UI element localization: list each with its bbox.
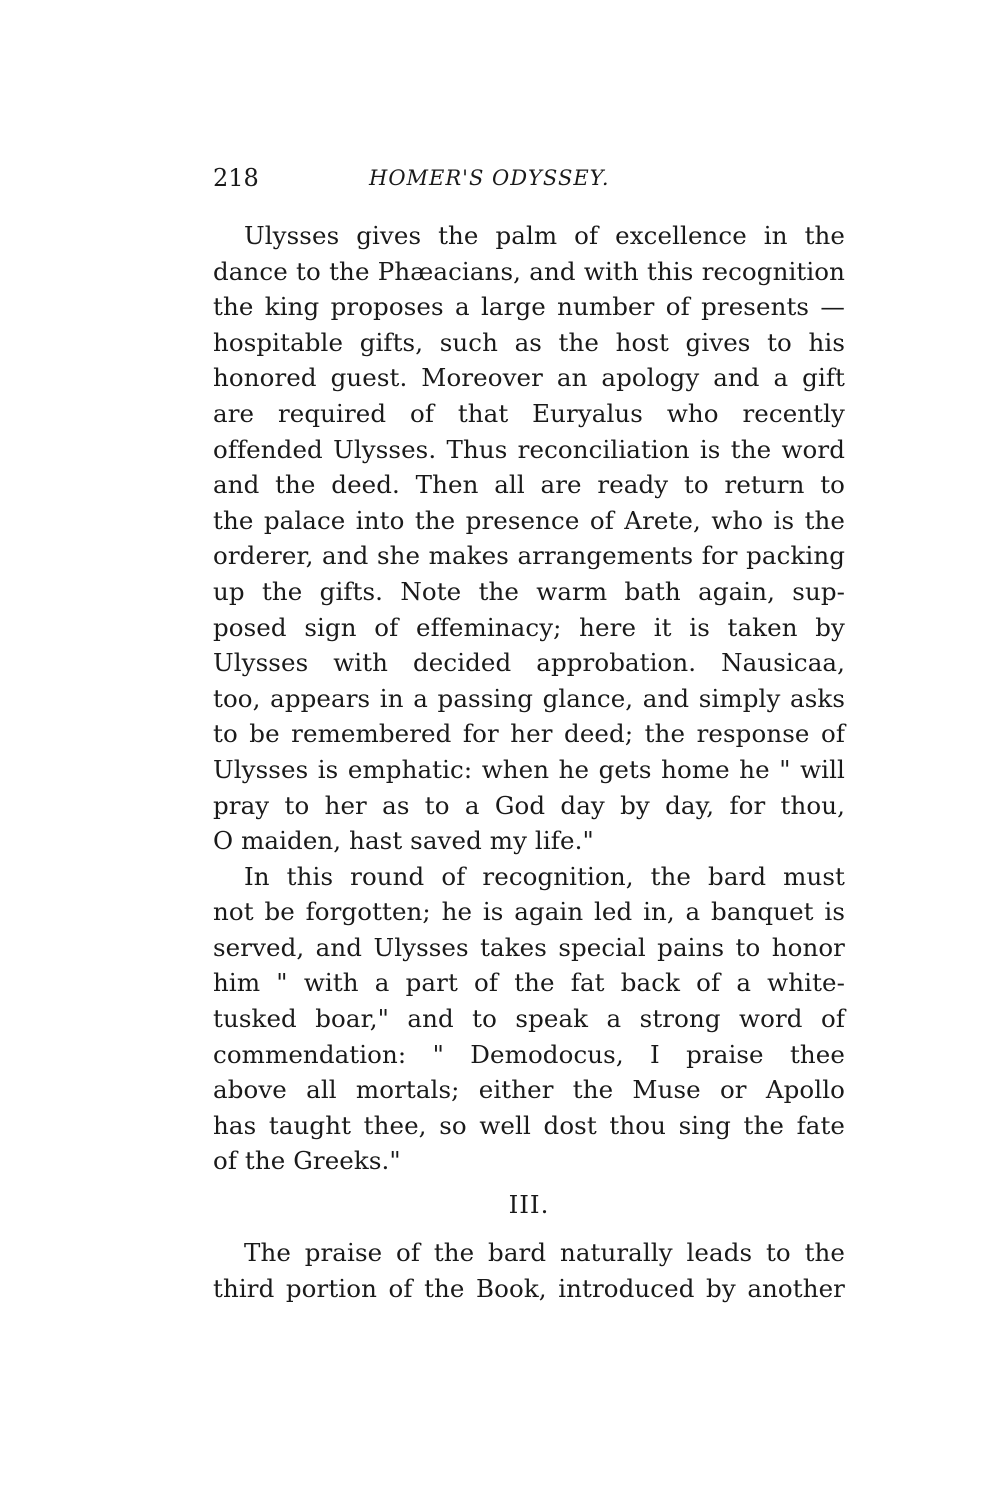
paragraph-line: not be forgotten; he is again led in, a banquet is	[213, 897, 845, 927]
running-title: HOMER'S ODYSSEY.	[369, 166, 610, 190]
paragraph-line: commendation: " Demodocus, I praise thee	[213, 1039, 845, 1069]
page-number: 218	[213, 164, 259, 192]
paragraph-line: In this round of recognition, the bard must	[244, 861, 845, 891]
paragraph-line: offended Ulysses. Thus reconciliation is the word	[213, 434, 845, 464]
paragraph-line: dance to the Phæacians, and with this recognition	[213, 256, 845, 286]
paragraph-line: the king proposes a large number of presents —	[213, 292, 845, 322]
paragraph-line: Ulysses with decided approbation. Nausicaa,	[213, 648, 845, 678]
paragraph-line: served, and Ulysses takes special pains to honor	[213, 932, 845, 962]
paragraph-line: too, appears in a passing glance, and simply asks	[213, 683, 845, 713]
paragraph-line: Ulysses is emphatic: when he gets home he " will	[213, 754, 845, 784]
paragraph-line: above all mortals; either the Muse or Apollo	[213, 1075, 845, 1105]
paragraph-line: The praise of the bard naturally leads to the	[244, 1238, 845, 1268]
paragraph-line: O maiden, hast saved my life."	[213, 826, 594, 856]
paragraph-line: orderer, and she makes arrangements for packing	[213, 541, 845, 571]
paragraph-line: and the deed. Then all are ready to return to	[213, 470, 845, 500]
paragraph-line: of the Greeks."	[213, 1146, 401, 1176]
body-text	[213, 218, 845, 1306]
paragraph-line: up the gifts. Note the warm bath again, sup-	[213, 576, 845, 606]
paragraph-line: are required of that Euryalus who recently	[213, 398, 845, 428]
paragraph-line: has taught thee, so well dost thou sing the fate	[213, 1110, 845, 1140]
paragraph-2	[213, 859, 845, 1179]
paragraph-line: posed sign of effeminacy; here it is taken by	[213, 612, 845, 642]
paragraph-line: Ulysses gives the palm of excellence in the	[244, 221, 845, 250]
paragraph-line: pray to her as to a God day by day, for thou,	[213, 790, 845, 820]
running-head	[213, 158, 845, 198]
paragraph-line: tusked boar," and to speak a strong word of	[213, 1004, 845, 1034]
paragraph-line: hospitable gifts, such as the host gives to his	[213, 327, 845, 357]
paragraph-line: to be remembered for her deed; the response of	[213, 719, 845, 749]
paragraph-line: him " with a part of the fat back of a white-	[213, 968, 845, 998]
section-heading: III.	[508, 1190, 550, 1220]
paragraph-line: the palace into the presence of Arete, who is the	[213, 505, 845, 535]
paragraph-3	[213, 1235, 845, 1306]
paragraph-1	[213, 218, 845, 859]
paragraph-line: honored guest. Moreover an apology and a gift	[213, 363, 845, 393]
paragraph-line: third portion of the Book, introduced by another	[213, 1273, 845, 1303]
